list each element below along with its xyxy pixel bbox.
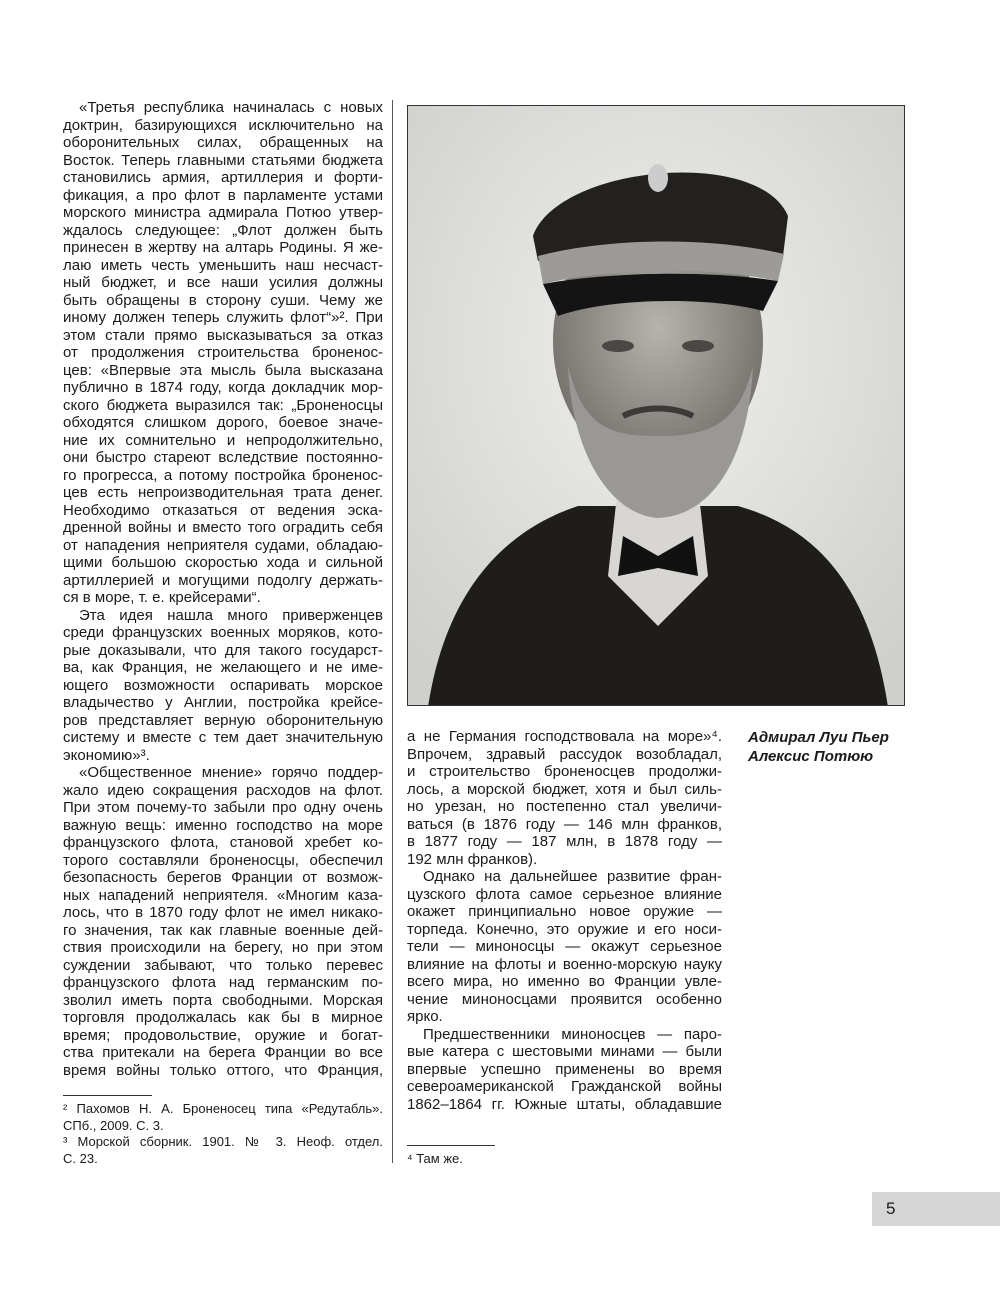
text-line: ва, как Франция, не желающего и не име- (63, 659, 383, 676)
admiral-portrait-photo (407, 105, 905, 706)
left-text-column (63, 99, 383, 1079)
text-line: цев: «Впервые эта мысль была высказана (63, 361, 383, 379)
column-divider (392, 100, 393, 1163)
text-line: ваться (в 1876 году — 146 млн франков, (407, 815, 722, 833)
text-line: всего мира, но именно во Франции увле- (407, 973, 722, 990)
text-line: ского бюджета выразился так: „Броненосцы (63, 396, 383, 414)
footnote-line: С. 23. (63, 1150, 98, 1166)
text-line: а не Германия господствовала на море»⁴. (407, 728, 722, 745)
text-line: лось, что в 1870 году флот не имел никако- (63, 904, 383, 921)
text-line: ярко. (407, 1008, 443, 1025)
text-line: от нападения неприятеля судами, обладаю- (63, 536, 383, 554)
text-line: в 1877 году — 187 млн, в 1878 году — (407, 833, 722, 850)
footnote-line: ⁴ Там же. (407, 1151, 463, 1166)
text-line: цузского флота самое серьезное влияние (407, 885, 722, 903)
text-line: французского флота над германским по- (63, 974, 383, 991)
text-line: публично в 1874 году, когда докладчик мор- (63, 379, 383, 396)
footnotes-left (63, 1101, 383, 1167)
text-line: от продолжения строительства броненос- (63, 344, 383, 361)
text-line: тели — миноносцы — окажут серьезное (407, 938, 722, 955)
text-line: Однако на дальнейшее развитие фран- (423, 868, 722, 885)
text-line: дренной войны и вместо того оградить себя (63, 519, 383, 536)
footnote-rule-left (63, 1095, 152, 1096)
footnote-rule-right (407, 1145, 495, 1146)
text-line: французского флота, становой хребет ко- (63, 834, 383, 851)
text-line: щими большою скоростью хода и сильной (63, 554, 383, 571)
text-line: лаю иметь честь уменьшить наш несчаст- (63, 256, 383, 274)
text-line: североамериканской Гражданской войны (407, 1078, 722, 1095)
text-line: они быстро стареют вследствие постоянно- (63, 449, 383, 466)
text-line: окажет принципиально новое оружие — (407, 903, 722, 920)
text-line: го значения, так как главные военные дей- (63, 921, 383, 939)
right-text-column (407, 728, 722, 1113)
text-line: вые катера с шестовыми минами — были (407, 1043, 722, 1060)
text-line: Восток. Теперь главными статьями бюджета (63, 151, 383, 169)
text-line: ющего возможности оспаривать морское (63, 676, 383, 694)
photo-caption (748, 729, 889, 766)
text-line: этом стали прямо высказываться за отказ (63, 326, 383, 344)
text-line: важную вещь: именно господство на море (63, 816, 383, 834)
text-line: жало идею сокращения расходов на флот. (63, 781, 383, 799)
text-line: владычество у Англии, постройка крейсе- (63, 694, 383, 711)
text-line: и строительство броненосцев продолжи- (407, 763, 722, 780)
text-line: «Третья республика начиналась с новых (79, 99, 383, 116)
text-line: рые доказывали, что для такого государст- (63, 641, 383, 659)
page-number: 5 (886, 1199, 896, 1218)
text-line: систему и вместе с тем дает значительную (63, 729, 383, 746)
text-line: безопасность берегов Франции от возмож- (63, 869, 383, 886)
text-line: принесен в жертву на алтарь Родины. Я же- (63, 239, 383, 256)
text-line: ся в море, т. е. крейсерами“. (63, 589, 261, 606)
text-line: быть обращены в сторону суши. Чему же (63, 291, 383, 309)
text-line: но урезан, но постепенно стал увеличи- (407, 798, 722, 815)
text-line: 1862–1864 гг. Южные штаты, обладавшие (407, 1095, 722, 1113)
text-line: становились армия, артиллерия и форти- (63, 169, 383, 186)
text-line: впервые успешно применены во время (407, 1060, 722, 1078)
text-line: морского министра адмирала Потюо утвер- (63, 204, 383, 221)
text-line: «Общественное мнение» горячо поддер- (79, 764, 383, 781)
text-line: торпеда. Конечно, это оружие и его носи- (407, 920, 722, 938)
portrait-image (408, 106, 905, 706)
text-line: ров представляет верную оборонительную (63, 711, 383, 729)
text-line: доктрин, базирующихся исключительно на (63, 116, 383, 134)
text-line: ных нападений неприятеля. «Многим каза- (63, 886, 383, 904)
text-line: ства притекали на берега Франции во все (63, 1044, 383, 1061)
text-line: лось, а морской бюджет, хотя и был силь- (407, 780, 722, 798)
footnotes-right (407, 1151, 722, 1168)
text-line: иному должен теперь служить флот“»². При (63, 309, 383, 326)
text-line: Впрочем, здравый рассудок возобладал, (407, 745, 722, 763)
text-line: среди французских военных моряков, кото- (63, 624, 383, 641)
text-line: влияние на флоты и военно-морскую науку (407, 955, 722, 973)
text-line: обходятся слишком дорого, боевое значе- (63, 414, 383, 431)
text-line: чение миноносцами проявится особенно (407, 990, 722, 1008)
text-line: Эта идея нашла много приверженцев (79, 606, 383, 624)
text-line: При этом почему-то забыли про одну очень (63, 799, 383, 816)
caption-line: Адмирал Луи Пьер (748, 729, 889, 746)
text-line: ствия происходили на берегу, но при этом (63, 939, 383, 956)
footnote-line: СПб., 2009. С. 3. (63, 1117, 164, 1133)
text-line: зволил иметь порта свободными. Морская (63, 991, 383, 1009)
text-line: Необходимо отказаться от ведения эска- (63, 501, 383, 519)
text-line: цев есть непроизводительная трата денег. (63, 484, 383, 501)
text-line: экономию»³. (63, 746, 150, 764)
text-line: Предшественники миноносцев — паро- (423, 1025, 722, 1043)
text-line: 192 млн франков). (407, 850, 538, 868)
text-line: торговля продолжалась как бы в мирное (63, 1009, 383, 1026)
text-line: го прогресса, а потому постройка броненос- (63, 466, 383, 484)
text-line: торого составляли броненосцы, обеспечил (63, 851, 383, 869)
page-number-box (872, 1192, 1000, 1226)
text-line: время; продовольствие, оружие и богат- (63, 1026, 383, 1044)
text-line: ждалось следующее: „Флот должен быть (63, 221, 383, 239)
footnote-line: ² Пахомов Н. А. Броненосец типа «Редутабль». (63, 1101, 383, 1116)
text-line: ный бюджет, и все наши усилия должны (63, 274, 383, 291)
text-line: артиллерией и могущими подолгу держать- (63, 571, 383, 589)
text-line: ние их сомнительно и непродолжительно, (63, 431, 383, 449)
footnote-line: ³ Морской сборник. 1901. № 3. Неоф. отдел. (63, 1134, 383, 1149)
text-line: оборонительных силах, обращенных на (63, 134, 383, 151)
caption-line: Алексис Потюю (748, 747, 874, 765)
text-line: время войны только оттого, что Франция, (63, 1061, 383, 1079)
text-line: фикация, а про флот в парламенте устами (63, 186, 383, 204)
text-line: суждении забывают, что только перевес (63, 956, 383, 974)
